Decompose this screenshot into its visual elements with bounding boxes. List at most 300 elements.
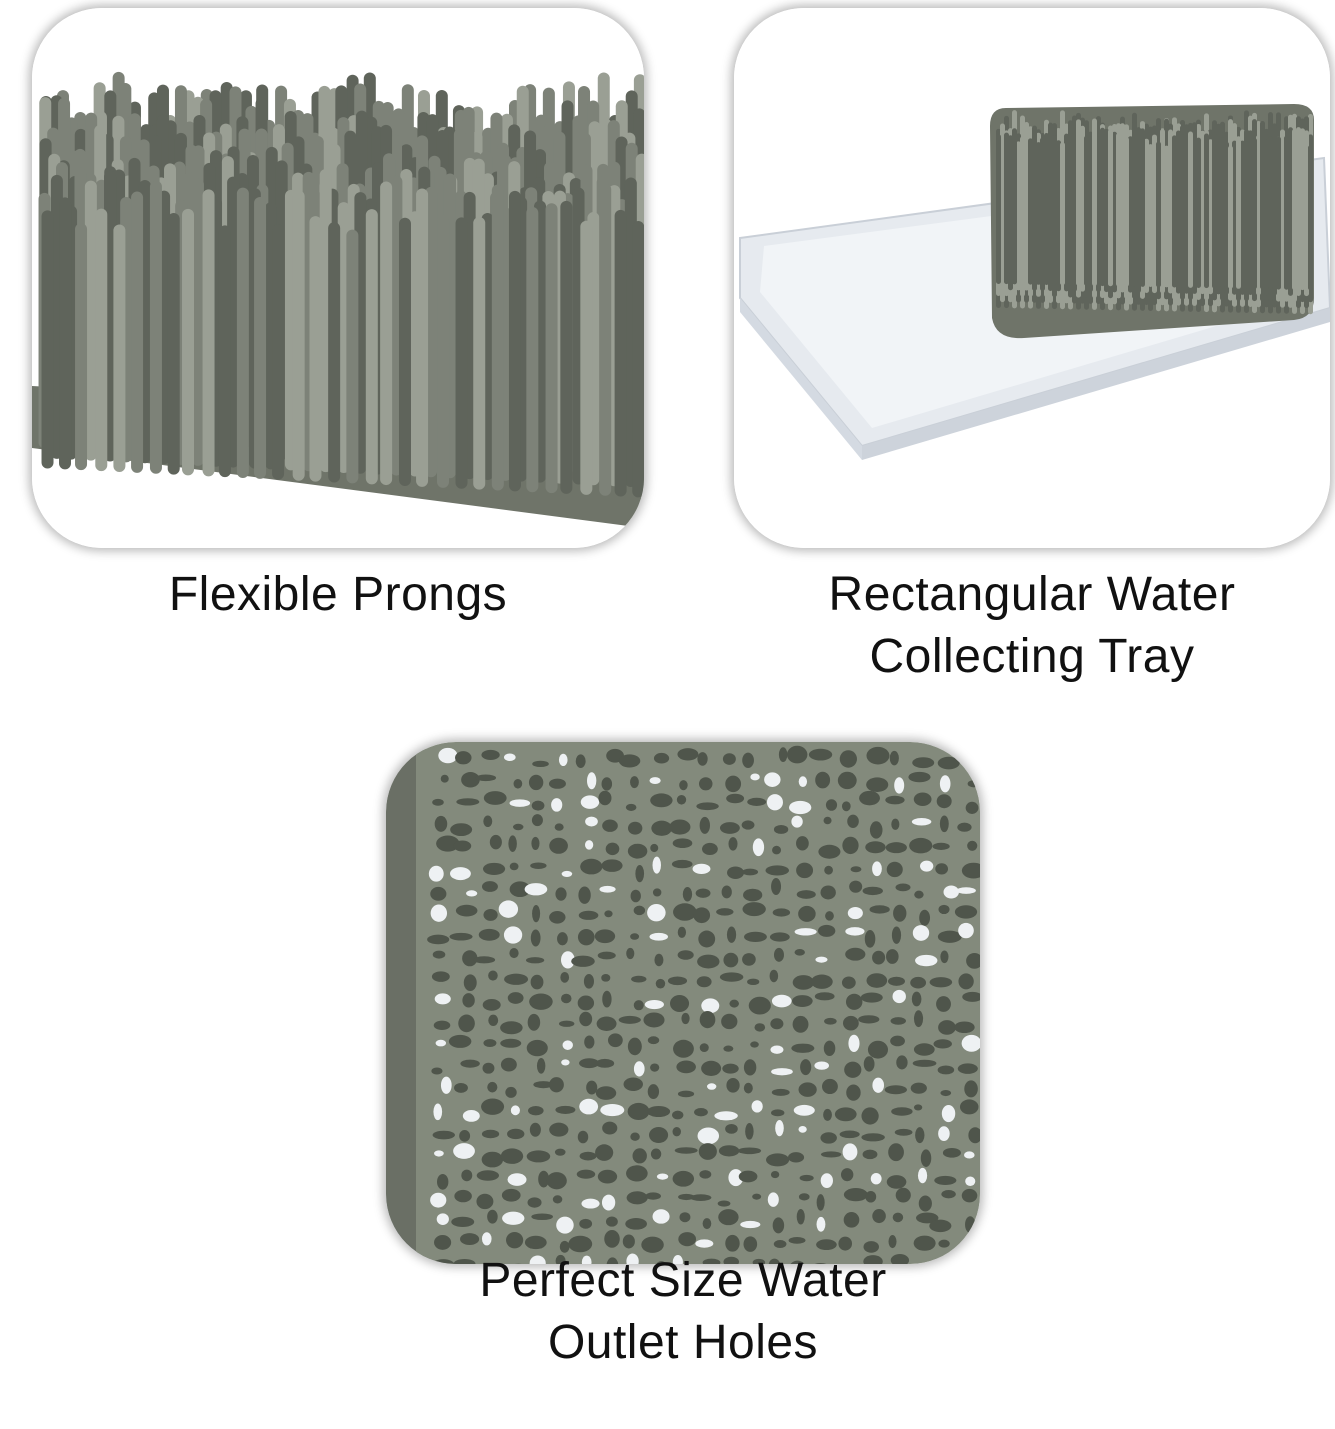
prong	[113, 224, 125, 472]
prong	[1132, 129, 1137, 287]
outlet-hole	[699, 1143, 717, 1160]
outlet-hole	[500, 1039, 521, 1048]
outlet-hole	[872, 1209, 886, 1223]
outlet-hole	[921, 1149, 931, 1167]
outlet-hole	[965, 1177, 975, 1187]
outlet-hole	[431, 1067, 442, 1074]
outlet-hole	[815, 772, 830, 789]
outlet-hole	[799, 1193, 810, 1200]
outlet-hole	[846, 1084, 860, 1100]
outlet-hole	[477, 1170, 499, 1180]
outlet-hole	[754, 1023, 765, 1031]
caption-line: Flexible Prongs	[168, 568, 508, 621]
outlet-hole	[896, 1188, 911, 1203]
outlet-hole	[669, 819, 690, 834]
outlet-hole	[549, 1077, 564, 1092]
outlet-hole	[648, 1084, 659, 1099]
outlet-hole	[578, 929, 595, 945]
holes-illustration	[386, 742, 980, 1264]
outlet-hole	[608, 1033, 623, 1047]
outlet-hole	[914, 1236, 936, 1251]
outlet-hole	[863, 1150, 878, 1159]
outlet-hole	[842, 976, 856, 988]
outlet-hole	[958, 973, 973, 989]
outlet-hole	[595, 929, 615, 943]
outlet-hole	[647, 904, 666, 921]
outlet-hole	[800, 1175, 814, 1181]
outlet-hole	[597, 1017, 617, 1031]
outlet-hole	[964, 1151, 975, 1158]
water-tray-photo	[734, 8, 1330, 548]
outlet-hole	[482, 1152, 503, 1168]
tray-prong-group	[996, 110, 1313, 314]
outlet-hole	[789, 801, 811, 814]
outlet-hole	[461, 1170, 472, 1182]
outlet-hole	[865, 930, 876, 948]
outlet-hole	[773, 1217, 784, 1233]
outlet-hole	[631, 976, 646, 983]
outlet-hole	[626, 804, 637, 811]
outlet-hole	[677, 795, 686, 805]
outlet-hole	[888, 977, 905, 986]
outlet-hole	[672, 860, 693, 868]
outlet-hole	[744, 1059, 756, 1075]
outlet-hole	[818, 845, 840, 859]
prong	[526, 207, 538, 492]
outlet-hole	[792, 995, 813, 1007]
outlet-hole	[894, 777, 904, 793]
prong	[1164, 146, 1169, 288]
outlet-hole	[459, 1130, 470, 1142]
outlet-hole	[825, 911, 834, 920]
outlet-hole	[772, 846, 781, 855]
outlet-hole	[768, 1192, 779, 1207]
outlet-hole	[654, 753, 669, 764]
outlet-hole	[649, 1127, 668, 1143]
prong	[1012, 128, 1017, 284]
prong	[1124, 137, 1129, 286]
outlet-hole	[650, 1063, 659, 1071]
outlet-hole	[580, 1152, 597, 1161]
prong	[560, 201, 572, 494]
outlet-hole	[562, 871, 573, 877]
prong	[615, 210, 627, 497]
outlet-hole	[943, 1148, 961, 1158]
outlet-hole	[595, 1144, 613, 1161]
caption-water-tray	[734, 564, 1330, 688]
outlet-hole	[745, 1123, 753, 1140]
outlet-hole	[885, 1085, 907, 1094]
outlet-hole	[549, 1123, 568, 1137]
outlet-hole	[788, 1152, 804, 1162]
outlet-hole	[596, 1086, 616, 1100]
caption-line: Rectangular Water	[828, 568, 1236, 621]
outlet-hole	[697, 752, 707, 766]
outlet-hole	[765, 865, 789, 875]
outlet-hole	[914, 1043, 935, 1055]
outlet-hole	[967, 841, 977, 851]
outlet-hole	[679, 780, 687, 790]
outlet-hole	[914, 1010, 923, 1027]
outlet-hole	[555, 887, 566, 900]
outlet-hole	[774, 825, 788, 834]
outlet-hole	[628, 1103, 650, 1120]
prong	[1036, 142, 1041, 285]
prong	[131, 192, 143, 473]
outlet-hole	[624, 1078, 643, 1092]
outlet-hole	[696, 888, 711, 897]
prong	[1100, 128, 1105, 286]
outlet-hole	[725, 1124, 738, 1134]
outlet-hole	[501, 1148, 523, 1164]
outlet-hole	[625, 1218, 647, 1230]
prong	[59, 197, 71, 469]
outlet-hole	[793, 1016, 809, 1033]
outlet-hole	[530, 862, 546, 868]
outlet-hole	[955, 905, 977, 918]
outlet-hole	[869, 905, 889, 913]
outlet-hole	[817, 1217, 826, 1232]
outlet-hole	[555, 1149, 566, 1156]
outlet-hole	[634, 906, 645, 915]
outlet-hole	[530, 1123, 541, 1137]
outlet-hole	[720, 822, 740, 834]
outlet-hole	[681, 1013, 689, 1024]
outlet-hole	[886, 842, 907, 853]
outlet-hole	[940, 775, 951, 792]
outlet-hole	[920, 861, 933, 872]
outlet-hole	[433, 951, 446, 959]
outlet-hole	[432, 799, 444, 806]
outlet-hole	[576, 754, 586, 768]
outlet-hole	[800, 1059, 811, 1075]
outlet-hole	[914, 891, 923, 899]
outlet-hole	[473, 956, 495, 963]
outlet-hole	[849, 881, 862, 893]
outlet-hole	[773, 908, 790, 916]
outlet-hole	[824, 1041, 836, 1056]
outlet-hole	[718, 1209, 738, 1225]
outlet-hole	[561, 994, 572, 1003]
outlet-hole	[848, 907, 863, 919]
outlet-hole	[841, 1168, 853, 1181]
outlet-hole	[770, 1045, 783, 1053]
outlet-hole	[858, 1015, 879, 1023]
outlet-hole	[647, 1106, 670, 1117]
outlet-hole	[909, 838, 932, 853]
prong	[1084, 136, 1089, 286]
outlet-hole	[531, 1213, 553, 1220]
prong	[1196, 138, 1201, 288]
outlet-hole	[463, 1110, 480, 1122]
outlet-hole	[795, 949, 805, 956]
outlet-hole	[435, 993, 451, 1004]
outlet-hole	[742, 820, 755, 829]
outlet-hole	[525, 883, 548, 895]
outlet-hole	[933, 1039, 951, 1048]
outlet-hole	[938, 1065, 955, 1074]
outlet-hole	[434, 1021, 451, 1030]
outlet-hole	[653, 888, 661, 896]
prong	[599, 183, 611, 495]
outlet-hole	[838, 1237, 852, 1251]
outlet-hole	[944, 885, 959, 898]
outlet-hole	[559, 754, 568, 766]
outlet-hole	[529, 994, 553, 1010]
outlet-hole	[887, 1175, 907, 1189]
outlet-hole	[460, 1233, 479, 1245]
outlet-hole	[914, 1104, 922, 1110]
outlet-hole	[482, 1232, 492, 1245]
outlet-hole	[791, 1044, 814, 1053]
outlet-hole	[437, 1213, 449, 1225]
outlet-hole	[690, 1194, 711, 1201]
outlet-hole	[968, 780, 980, 787]
outlet-hole	[547, 1172, 567, 1189]
outlet-hole	[456, 798, 479, 805]
outlet-hole	[553, 1195, 562, 1203]
outlet-hole	[656, 979, 665, 989]
outlet-hole	[866, 973, 887, 988]
outlet-hole	[891, 1017, 906, 1025]
outlet-hole	[526, 957, 544, 963]
outlet-hole	[871, 1173, 882, 1184]
outlet-hole	[868, 1041, 888, 1059]
outlet-hole	[634, 1000, 644, 1010]
outlet-hole	[823, 1109, 832, 1121]
outlet-hole	[645, 1000, 664, 1009]
outlet-hole	[930, 977, 953, 987]
outlet-hole	[502, 1212, 524, 1225]
outlet-hole	[728, 837, 737, 850]
outlet-hole	[866, 777, 888, 792]
outlet-hole	[578, 996, 594, 1011]
outlet-hole	[475, 775, 496, 782]
outlet-hole	[940, 1090, 951, 1096]
outlet-hole	[960, 1099, 979, 1114]
outlet-hole	[956, 887, 976, 894]
prong	[1140, 128, 1145, 287]
prong	[328, 222, 340, 482]
outlet-hole	[527, 1040, 548, 1056]
outlet-hole	[864, 1056, 875, 1071]
outlet-hole	[488, 970, 498, 980]
outlet-hole	[600, 1104, 624, 1116]
outlet-hole	[645, 1192, 661, 1199]
outlet-hole	[585, 817, 598, 827]
outlet-hole	[913, 925, 929, 941]
outlet-hole	[750, 1041, 759, 1047]
outlet-hole	[673, 1171, 694, 1187]
outlet-hole	[938, 905, 949, 914]
outlet-hole	[957, 823, 971, 832]
outlet-hole	[822, 1079, 838, 1094]
outlet-hole	[579, 1012, 592, 1026]
outlet-hole	[673, 1040, 694, 1058]
prong-group	[39, 72, 644, 498]
outlet-hole	[739, 1171, 758, 1183]
outlet-hole	[461, 772, 480, 788]
outlet-hole	[938, 757, 960, 770]
prong	[1244, 141, 1249, 289]
prong	[203, 189, 215, 476]
outlet-hole	[532, 814, 543, 826]
outlet-hole	[797, 890, 816, 899]
outlet-hole	[752, 1194, 761, 1200]
outlet-hole	[455, 751, 471, 764]
outlet-hole	[433, 1103, 442, 1120]
prong	[1220, 137, 1225, 288]
outlet-hole	[680, 1212, 691, 1222]
outlet-hole	[840, 1130, 860, 1138]
outlet-hole	[528, 1014, 541, 1031]
outlet-hole	[606, 843, 620, 855]
outlet-hole	[932, 843, 949, 850]
outlet-hole	[500, 1021, 523, 1034]
outlet-hole	[890, 1036, 905, 1047]
outlet-hole	[701, 1061, 721, 1076]
outlet-hole	[450, 867, 471, 880]
outlet-hole	[483, 1039, 496, 1047]
outlet-hole	[508, 835, 516, 852]
prong	[168, 213, 180, 475]
outlet-hole	[628, 1038, 642, 1056]
prong	[150, 181, 162, 474]
outlet-hole	[479, 929, 500, 941]
outlet-hole	[747, 979, 759, 985]
outlet-hole	[432, 971, 450, 981]
outlet-hole	[560, 972, 569, 983]
outlet-hole	[888, 1143, 904, 1161]
outlet-hole	[571, 956, 595, 967]
outlet-hole	[700, 817, 710, 834]
prong	[1276, 137, 1281, 290]
caption-line: Collecting Tray	[869, 630, 1195, 683]
outlet-hole	[866, 747, 889, 765]
outlet-hole	[628, 844, 647, 859]
outlet-hole	[561, 1059, 569, 1065]
outlet-hole	[820, 885, 835, 899]
tray-illustration	[734, 8, 1330, 548]
outlet-hole	[729, 1000, 739, 1008]
outlet-hole	[838, 772, 857, 789]
outlet-hole	[449, 933, 472, 941]
outlet-hole	[753, 838, 764, 856]
outlet-hole	[451, 1217, 474, 1227]
outlet-hole	[703, 1218, 712, 1229]
outlet-hole	[427, 935, 449, 945]
outlet-hole	[460, 1060, 479, 1068]
outlet-hole	[458, 1015, 475, 1033]
outlet-hole	[966, 802, 979, 814]
outlet-hole	[476, 1194, 493, 1209]
outlet-hole	[643, 1012, 664, 1027]
outlet-hole	[695, 1239, 713, 1247]
prong	[346, 230, 358, 484]
outlet-hole	[628, 822, 642, 835]
outlet-hole	[650, 844, 658, 852]
outlet-hole	[441, 1077, 452, 1094]
outlet-hole	[429, 866, 444, 882]
outlet-hole	[844, 1062, 861, 1078]
outlet-hole	[941, 1190, 955, 1198]
outlet-hole	[678, 1091, 694, 1098]
outlet-hole	[556, 1217, 573, 1234]
prong	[1148, 144, 1153, 287]
outlet-hole	[653, 1209, 670, 1223]
outlet-hole	[602, 1195, 615, 1211]
outlet-hole	[934, 1176, 956, 1185]
outlet-hole	[528, 1197, 542, 1207]
outlet-hole	[726, 1078, 739, 1093]
outlet-hole	[896, 1055, 907, 1069]
outlet-hole	[587, 772, 596, 789]
outlet-hole	[601, 974, 610, 982]
outlet-hole	[799, 776, 807, 787]
outlet-hole	[964, 1080, 978, 1097]
outlet-hole	[938, 931, 962, 943]
outlet-hole	[958, 1063, 978, 1073]
prong	[1300, 128, 1305, 290]
outlet-hole	[698, 931, 715, 948]
prong	[366, 209, 378, 484]
outlet-hole	[918, 1168, 927, 1183]
outlet-hole	[650, 793, 672, 807]
outlet-hole	[555, 1106, 575, 1114]
prong	[1004, 133, 1009, 285]
outlet-hole	[913, 1060, 937, 1067]
prong	[293, 190, 305, 480]
outlet-hole	[723, 1046, 733, 1052]
outlet-hole	[738, 1147, 761, 1154]
outlet-hole	[581, 795, 599, 808]
outlet-hole	[962, 1189, 978, 1202]
outlet-hole	[653, 857, 661, 874]
outlet-hole	[481, 750, 499, 760]
outlet-hole	[578, 886, 590, 903]
outlet-hole	[719, 1145, 739, 1156]
outlet-hole	[579, 911, 599, 920]
outlet-hole	[510, 863, 519, 871]
outlet-hole	[722, 1064, 738, 1074]
outlet-hole	[859, 791, 880, 806]
prongs-illustration	[32, 8, 644, 548]
outlet-hole	[747, 798, 766, 806]
outlet-hole	[912, 992, 922, 1007]
prong	[996, 134, 1001, 284]
outlet-hole	[598, 952, 616, 960]
outlet-hole	[727, 927, 736, 943]
outlet-hole	[965, 1216, 975, 1233]
outlet-hole	[598, 1170, 617, 1184]
outlet-hole	[714, 1111, 737, 1120]
outlet-hole	[678, 927, 686, 938]
prong	[75, 223, 87, 470]
outlet-hole	[698, 1127, 720, 1144]
outlet-hole	[700, 1011, 716, 1028]
outlet-hole	[821, 1151, 841, 1157]
outlet-hole	[699, 777, 713, 790]
outlet-hole	[742, 953, 756, 966]
outlet-hole	[798, 906, 816, 922]
outlet-hole	[824, 1018, 837, 1025]
outlet-hole	[798, 1126, 806, 1133]
outlet-hole	[654, 954, 663, 966]
outlet-hole	[954, 1021, 974, 1033]
outlet-hole	[438, 748, 457, 763]
prong	[95, 209, 107, 471]
outlet-hole	[527, 1150, 551, 1162]
